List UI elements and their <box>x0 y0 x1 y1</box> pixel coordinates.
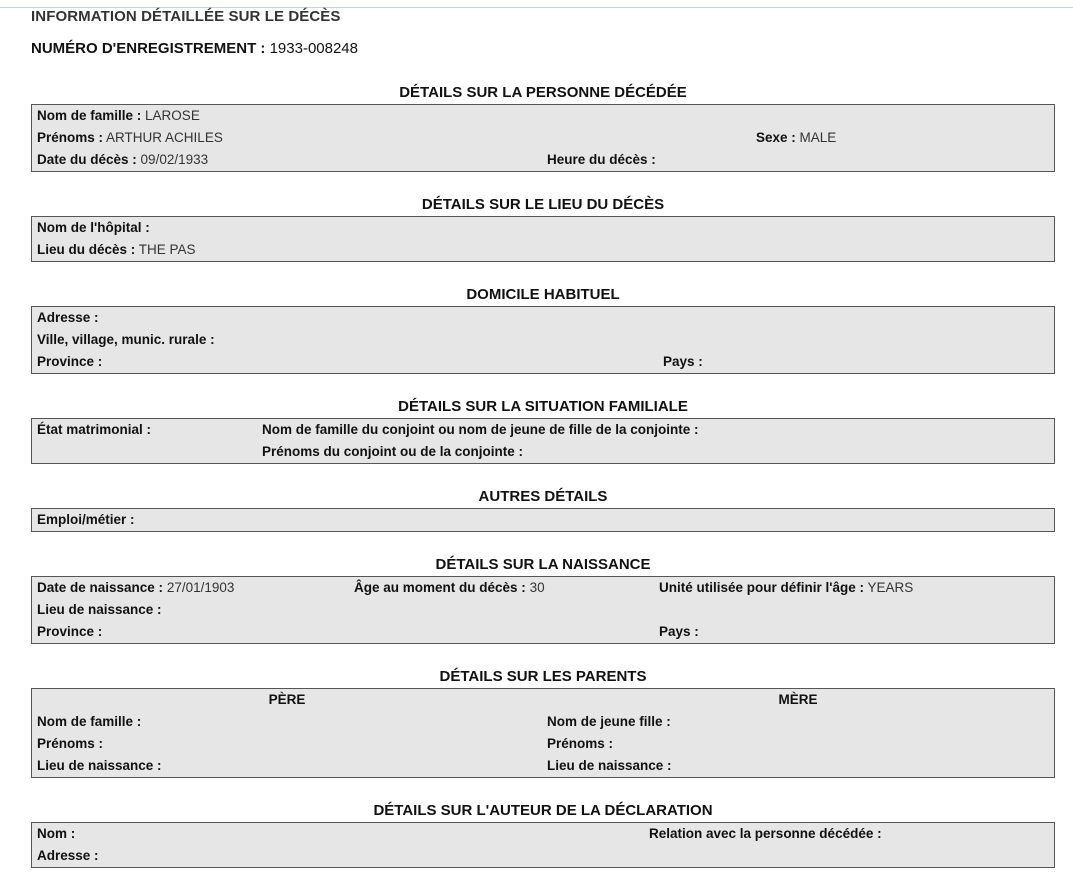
father-header: PÈRE <box>268 692 306 707</box>
field-occupation: Emploi/métier : <box>37 512 135 527</box>
field-country: Pays : <box>663 354 703 369</box>
place-box <box>31 216 1055 262</box>
section-title-other: AUTRES DÉTAILS <box>478 488 608 505</box>
field-birth-country: Pays : <box>659 624 699 639</box>
parents-box <box>31 688 1055 778</box>
field-father-surname: Nom de famille : <box>37 714 142 729</box>
field-mother-maiden-name: Nom de jeune fille : <box>547 714 671 729</box>
field-city: Ville, village, munic. rurale : <box>37 332 215 347</box>
family-box <box>31 418 1055 464</box>
section-title-residence: DOMICILE HABITUEL <box>466 286 620 303</box>
document-title: INFORMATION DÉTAILLÉE SUR LE DÉCÈS <box>31 8 341 25</box>
deceased-box <box>31 104 1055 172</box>
field-spouse-surname: Nom de famille du conjoint ou nom de jeune de fille de la conjointe : <box>262 422 699 437</box>
field-birth-place: Lieu de naissance : <box>37 602 162 617</box>
field-informant-relation: Relation avec la personne décédée : <box>649 826 882 841</box>
field-marital-status: État matrimonial : <box>37 422 152 437</box>
field-province: Province : <box>37 354 103 369</box>
residence-box <box>31 306 1055 374</box>
informant-box <box>31 822 1055 868</box>
section-title-informant: DÉTAILS SUR L'AUTEUR DE LA DÉCLARATION <box>373 802 713 819</box>
field-age-unit: Unité utilisée pour définir l'âge : YEARS <box>659 580 914 595</box>
section-title-birth: DÉTAILS SUR LA NAISSANCE <box>435 556 651 573</box>
field-surname: Nom de famille : LAROSE <box>37 108 200 123</box>
field-mother-given: Prénoms : <box>547 736 614 751</box>
mother-header: MÈRE <box>778 692 818 707</box>
field-birth-date: Date de naissance : 27/01/1903 <box>37 580 235 595</box>
field-age: Âge au moment du décès : 30 <box>354 580 545 595</box>
field-birth-province: Province : <box>37 624 103 639</box>
registration-number <box>31 40 358 57</box>
field-sex: Sexe : MALE <box>756 130 837 145</box>
field-death-time: Heure du décès : <box>547 152 656 167</box>
section-title-parents: DÉTAILS SUR LES PARENTS <box>439 668 647 685</box>
field-mother-birthplace: Lieu de naissance : <box>547 758 672 773</box>
registration-label: NUMÉRO D'ENREGISTREMENT : <box>31 40 266 57</box>
section-title-family: DÉTAILS SUR LA SITUATION FAMILIALE <box>398 398 688 415</box>
field-death-place: Lieu du décès : THE PAS <box>37 242 196 257</box>
field-father-birthplace: Lieu de naissance : <box>37 758 162 773</box>
field-death-date: Date du décès : 09/02/1933 <box>37 152 209 167</box>
section-title-deceased: DÉTAILS SUR LA PERSONNE DÉCÉDÉE <box>399 84 687 101</box>
field-informant-name: Nom : <box>37 826 76 841</box>
field-hospital: Nom de l'hôpital : <box>37 220 150 235</box>
field-spouse-given: Prénoms du conjoint ou de la conjointe : <box>262 444 524 459</box>
section-title-place: DÉTAILS SUR LE LIEU DU DÉCÈS <box>421 196 665 213</box>
field-father-given: Prénoms : <box>37 736 104 751</box>
field-address: Adresse : <box>37 310 99 325</box>
birth-box <box>31 576 1055 644</box>
registration-value: 1933-008248 <box>269 40 358 57</box>
field-given-names: Prénoms : ARTHUR ACHILES <box>37 130 223 145</box>
field-informant-address: Adresse : <box>37 848 99 863</box>
other-box <box>31 508 1055 532</box>
